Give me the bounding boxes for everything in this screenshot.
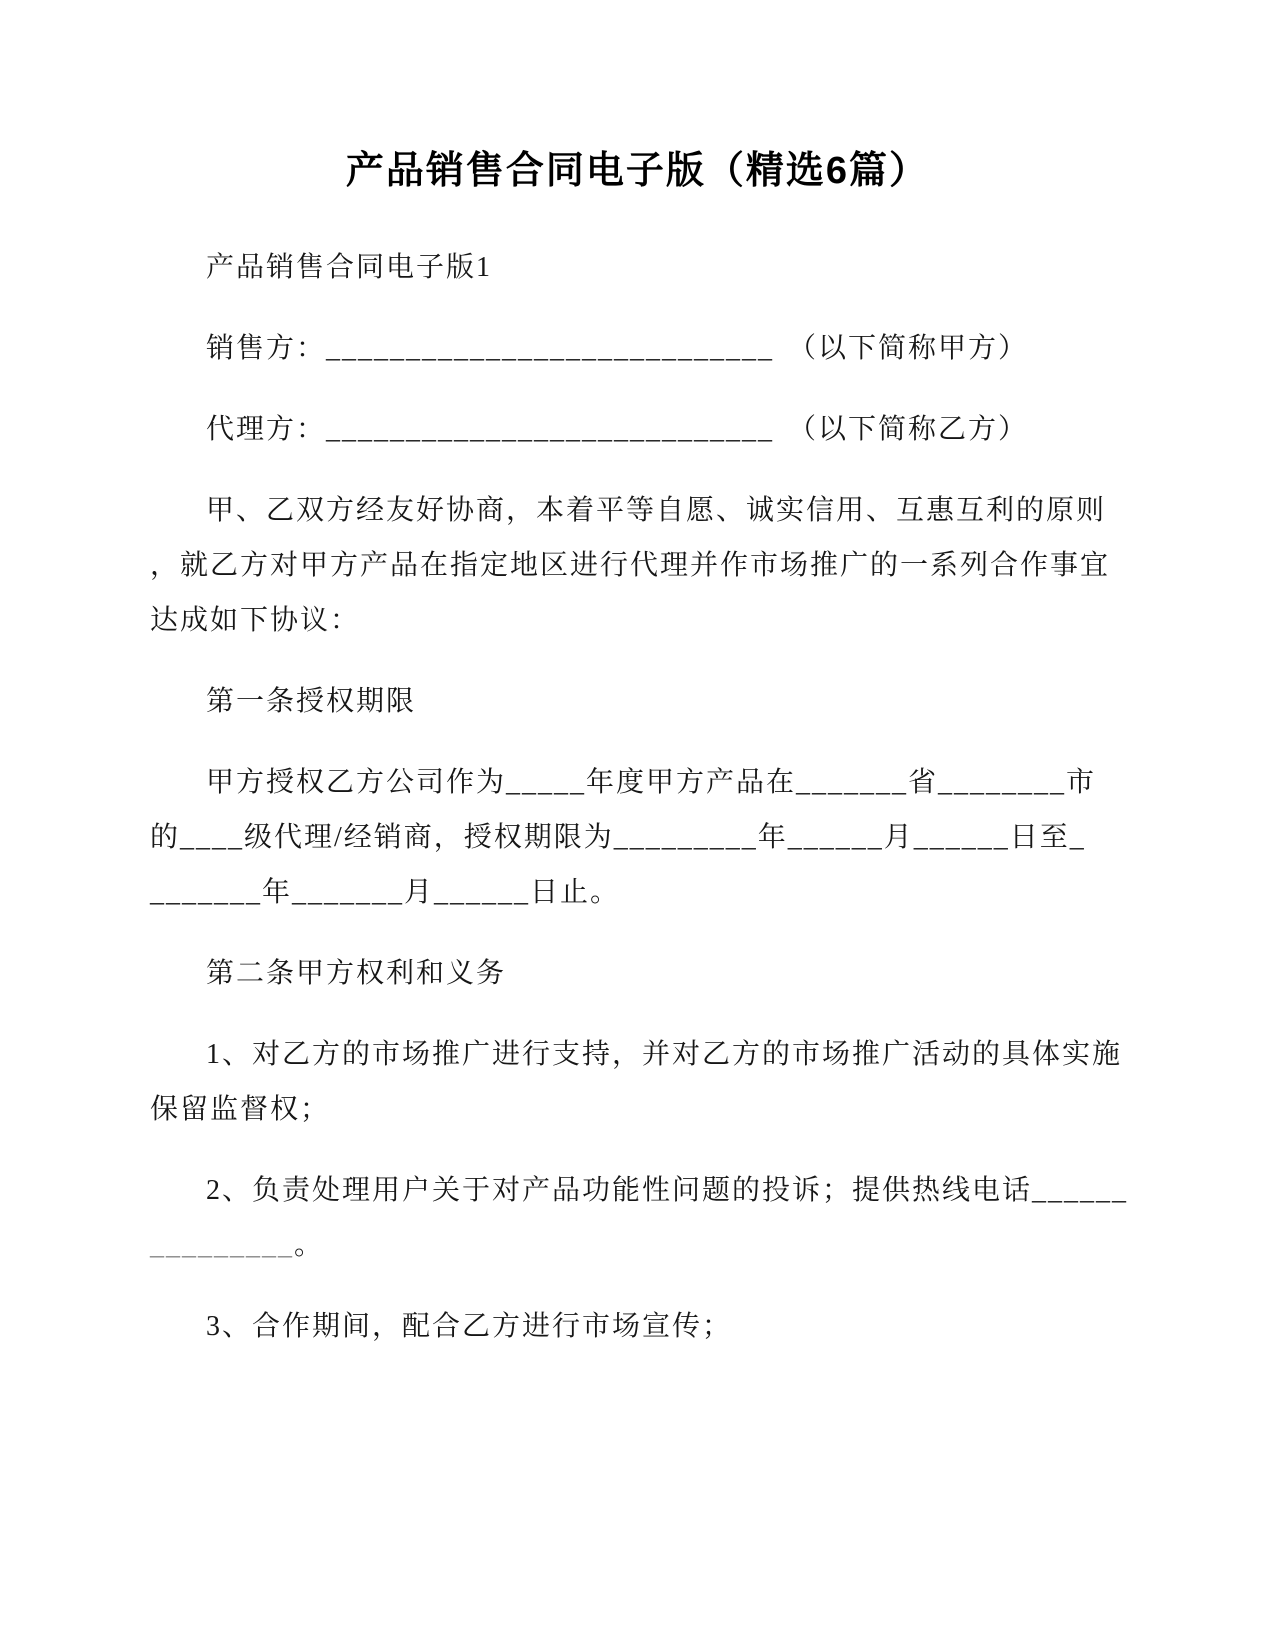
- preamble-line-2: ，就乙方对甲方产品在指定地区进行代理并作市场推广的一系列合作事宜: [150, 550, 1111, 581]
- subtitle-paragraph: [150, 240, 1125, 295]
- article1-line-1: 甲方授权乙方公司作为_____年度甲方产品在_______省________市: [206, 767, 1097, 798]
- item2-period: 。: [294, 1230, 325, 1261]
- agent-alias-note: （以下简称乙方）: [788, 414, 1029, 445]
- article1-line-3: _______年_______月______日止。: [150, 877, 621, 908]
- seller-label: 销售方：: [206, 333, 327, 364]
- agent-row: [150, 402, 1125, 457]
- preamble-line-1: 甲、乙双方经友好协商，本着平等自愿、诚实信用、互惠互利的原则: [206, 495, 1107, 526]
- seller-row: [150, 321, 1125, 376]
- agent-blank-field: ____________________________: [326, 414, 775, 445]
- article1-heading-paragraph: [150, 674, 1125, 729]
- document-subtitle: 产品销售合同电子版1: [206, 252, 493, 283]
- article2-item2-line-1: 2、负责处理用户关于对产品功能性问题的投诉；提供热线电话______: [206, 1175, 1129, 1206]
- preamble-paragraph: [150, 483, 1125, 648]
- article1-heading: 第一条授权期限: [206, 686, 417, 717]
- article2-heading: 第二条甲方权利和义务: [206, 958, 507, 989]
- article2-heading-paragraph: [150, 946, 1125, 1001]
- article2-item2-paragraph: [150, 1163, 1129, 1273]
- document-body: [0, 240, 1275, 1354]
- seller-line: [150, 321, 1125, 376]
- article1-body-paragraph: [150, 755, 1125, 920]
- article2-item2-line-2: [150, 1218, 1125, 1273]
- article2-item3-paragraph: [150, 1299, 1125, 1354]
- article2-item1-paragraph: [150, 1027, 1125, 1137]
- article2-item3-line: 3、合作期间，配合乙方进行市场宣传；: [206, 1311, 733, 1342]
- seller-alias-note: （以下简称甲方）: [788, 333, 1029, 364]
- agent-label: 代理方：: [206, 414, 327, 445]
- agent-line: [150, 402, 1125, 457]
- seller-blank-field: ____________________________: [326, 333, 775, 364]
- hotline-blank-field: _________: [150, 1230, 294, 1261]
- document-title: 产品销售合同电子版（精选6篇）: [345, 150, 930, 192]
- article2-item1-line-2: 保留监督权；: [150, 1094, 331, 1125]
- preamble-line-3: 达成如下协议：: [150, 605, 361, 636]
- article2-item1-line-1: 1、对乙方的市场推广进行支持，并对乙方的市场推广活动的具体实施: [206, 1039, 1123, 1070]
- article1-line-2: 的____级代理/经销商，授权期限为_________年______月______日至_: [150, 822, 1086, 853]
